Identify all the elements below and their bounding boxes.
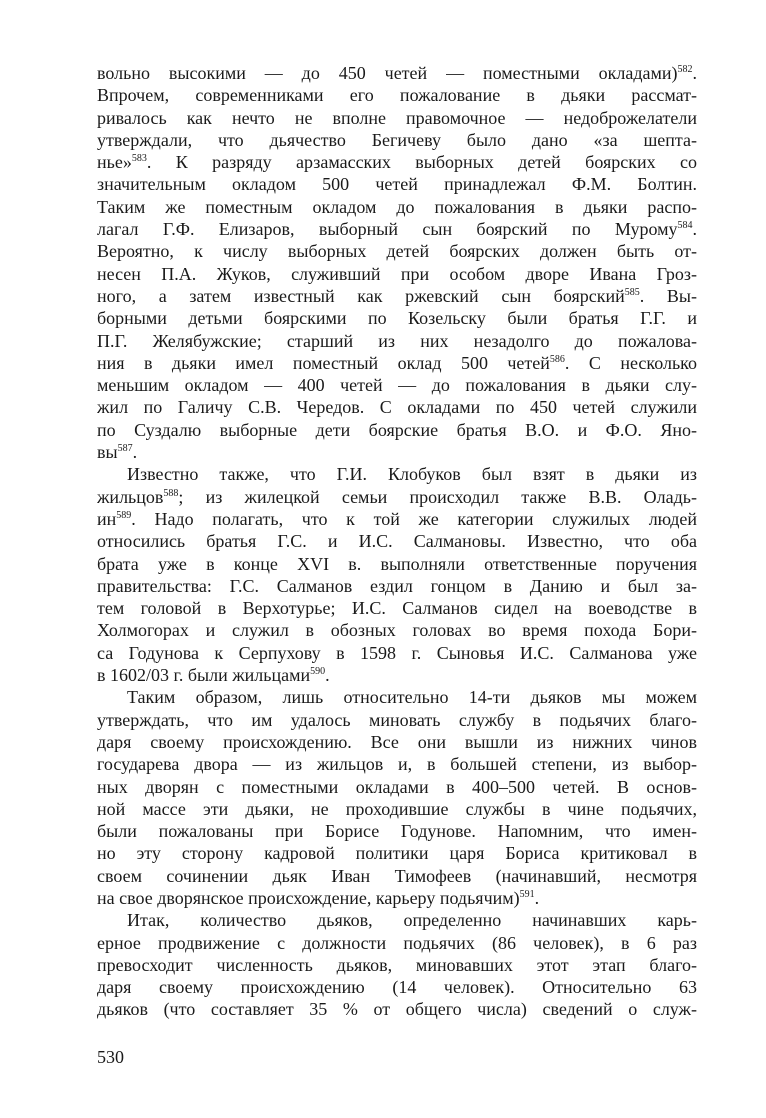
text-segment: своем сочинении дьяк Иван Тимофеев (начинавший, несмотря xyxy=(97,865,697,886)
text-segment: по Суздалю выборные дети боярские братья В.О. и Ф.О. Яно- xyxy=(97,419,697,440)
text-line xyxy=(97,575,697,597)
text-line xyxy=(97,553,697,575)
text-segment: относились братья Г.С. и И.С. Салмановы. Известно, что оба xyxy=(97,531,697,552)
text-segment: в 1602/03 г. были жильцами xyxy=(97,665,311,686)
text-segment: даря своему происхождению (14 человек). Относительно 63 xyxy=(97,977,697,998)
text-line xyxy=(97,642,697,664)
text-line xyxy=(97,441,697,463)
text-segment: борными детьми боярскими по Козельску были братья Г.Г. и xyxy=(97,308,697,329)
footnote-ref: 590 xyxy=(310,666,326,678)
footnote-ref: 584 xyxy=(677,220,693,232)
text-line xyxy=(97,998,697,1020)
text-line xyxy=(97,597,697,619)
text-segment: . С несколько xyxy=(564,352,697,373)
text-segment: были пожалованы при Борисе Годунове. Напомним, что имен- xyxy=(97,821,697,842)
text-line xyxy=(97,374,697,396)
text-line xyxy=(97,196,697,218)
text-line xyxy=(97,486,697,508)
text-segment: . xyxy=(132,442,138,463)
text-segment: . К разряду арзамасских выборных детей боярских со xyxy=(146,152,697,173)
footnote-ref: 588 xyxy=(163,487,179,499)
footnote-ref: 583 xyxy=(131,153,147,165)
text-line xyxy=(97,218,697,240)
text-segment: утверждали, что дьячество Бегичеву было дано «за шепта- xyxy=(97,129,697,150)
footnote-ref: 587 xyxy=(117,443,133,455)
text-line xyxy=(97,62,697,84)
footnote-ref: 582 xyxy=(677,64,693,75)
text-segment: превосходит численность дьяков, миновавших этот этап благо- xyxy=(97,954,697,975)
text-segment: . xyxy=(692,63,697,83)
text-line xyxy=(97,798,697,820)
text-line xyxy=(97,508,697,530)
text-segment: утверждать, что им удалось миновать службу в подьячих благо- xyxy=(97,709,697,730)
text-segment: тем головой в Верхотурье; И.С. Салманов сидел на воеводстве в xyxy=(97,598,697,619)
text-line xyxy=(97,954,697,976)
text-line xyxy=(97,330,697,352)
text-segment: Таким образом, лишь относительно 14-ти дьяков мы можем xyxy=(127,687,697,708)
text-segment: на свое дворянское происхождение, карьеру подьячим) xyxy=(97,887,520,908)
text-line xyxy=(97,240,697,262)
text-segment: ной массе эти дьяки, не проходившие службы в чине подьячих, xyxy=(97,798,697,819)
text-line xyxy=(97,129,697,151)
text-segment: . Надо полагать, что к той же категории служилых людей xyxy=(131,508,697,529)
text-segment: жильцов xyxy=(97,486,164,507)
text-segment: ного, а затем известный как ржевский сын боярский xyxy=(97,285,625,306)
text-segment: вольно высокими — до 450 четей — поместными окладами) xyxy=(97,63,678,83)
text-line xyxy=(97,173,697,195)
text-line xyxy=(97,463,697,485)
text-segment: ; из жилецкой семьи происходил также В.В. Оладь- xyxy=(178,486,697,507)
text-segment: . xyxy=(692,219,697,240)
text-line xyxy=(97,731,697,753)
text-line xyxy=(97,753,697,775)
text-segment: Таким же поместным окладом до пожалования в дьяки распо- xyxy=(97,196,697,217)
text-segment: . xyxy=(534,887,540,908)
text-segment: даря своему происхождению. Все они вышли из нижних чинов xyxy=(97,731,697,752)
footnote-ref: 586 xyxy=(549,353,565,365)
text-line xyxy=(97,107,697,129)
footnote-ref: 585 xyxy=(624,286,640,298)
text-line xyxy=(97,887,697,909)
text-segment: П.Г. Желябужские; старший из них незадолго до пожалова- xyxy=(97,330,697,351)
text-segment: . Вы- xyxy=(639,285,697,306)
text-segment: дьяков (что составляет 35 % от общего числа) сведений о служ- xyxy=(97,999,697,1020)
text-line xyxy=(97,84,697,106)
text-line xyxy=(97,909,697,931)
text-line xyxy=(97,664,697,686)
text-segment: государева двора — из жильцов и, в большей степени, из выбор- xyxy=(97,754,697,775)
text-segment: Известно также, что Г.И. Клобуков был взят в дьяки из xyxy=(127,464,697,485)
footnote-ref: 591 xyxy=(519,888,535,900)
text-segment: Итак, количество дьяков, определенно начинавших карь- xyxy=(127,910,697,931)
text-segment: лагал Г.Ф. Елизаров, выборный сын боярский по Мурому xyxy=(97,219,678,240)
text-line xyxy=(97,865,697,887)
text-segment: вы xyxy=(97,442,118,463)
text-segment: Вероятно, к числу выборных детей боярских должен быть от- xyxy=(97,241,697,262)
text-line xyxy=(97,686,697,708)
text-segment: нье» xyxy=(97,152,132,173)
text-segment: . xyxy=(325,665,330,686)
text-line xyxy=(97,396,697,418)
text-segment: Впрочем, современниками его пожалование в дьяки рассмат- xyxy=(97,85,697,106)
text-line xyxy=(97,932,697,954)
text-line xyxy=(97,776,697,798)
text-line xyxy=(97,820,697,842)
text-segment: несен П.А. Жуков, служивший при особом дворе Ивана Гроз- xyxy=(97,263,697,284)
text-segment: значительным окладом 500 четей принадлежал Ф.М. Болтин. xyxy=(97,174,697,195)
text-line xyxy=(97,530,697,552)
text-line xyxy=(97,307,697,329)
page-number: 530 xyxy=(97,1047,124,1067)
text-line xyxy=(97,151,697,173)
paragraph xyxy=(97,463,697,686)
text-line xyxy=(97,419,697,441)
text-segment: ных дворян с поместными окладами в 400–500 четей. В основ- xyxy=(97,776,697,797)
text-line xyxy=(97,842,697,864)
text-segment: ния в дьяки имел поместный оклад 500 четей xyxy=(97,352,550,373)
text-segment: жил по Галичу С.В. Чередов. С окладами по 450 четей служили xyxy=(97,397,697,418)
text-line xyxy=(97,976,697,998)
text-segment: правительства: Г.С. Салманов ездил гонцом в Данию и был за- xyxy=(97,575,697,596)
text-line xyxy=(97,285,697,307)
text-segment: Холмогорах и служил в обозных головах во время похода Бори- xyxy=(97,620,697,641)
text-segment: ин xyxy=(97,508,117,529)
text-line xyxy=(97,709,697,731)
text-segment: ривалось как нечто не вполне правомочное — недоброжелатели xyxy=(97,107,697,128)
text-line xyxy=(97,619,697,641)
text-segment: са Годунова к Серпухову в 1598 г. Сыновья И.С. Салманова уже xyxy=(97,642,697,663)
footnote-ref: 589 xyxy=(116,509,132,521)
paragraph xyxy=(97,62,697,463)
text-line xyxy=(97,263,697,285)
paragraph xyxy=(97,686,697,909)
body-text xyxy=(97,62,697,1021)
paragraph xyxy=(97,909,697,1020)
text-segment: брата уже в конце XVI в. выполняли ответственные поручения xyxy=(97,553,697,574)
text-line xyxy=(97,352,697,374)
text-segment: ерное продвижение с должности подьячих (86 человек), в 6 раз xyxy=(97,932,697,953)
text-segment: меньшим окладом — 400 четей — до пожалования в дьяки слу- xyxy=(97,375,697,396)
text-segment: но эту сторону кадровой политики царя Бориса критиковал в xyxy=(97,843,697,864)
